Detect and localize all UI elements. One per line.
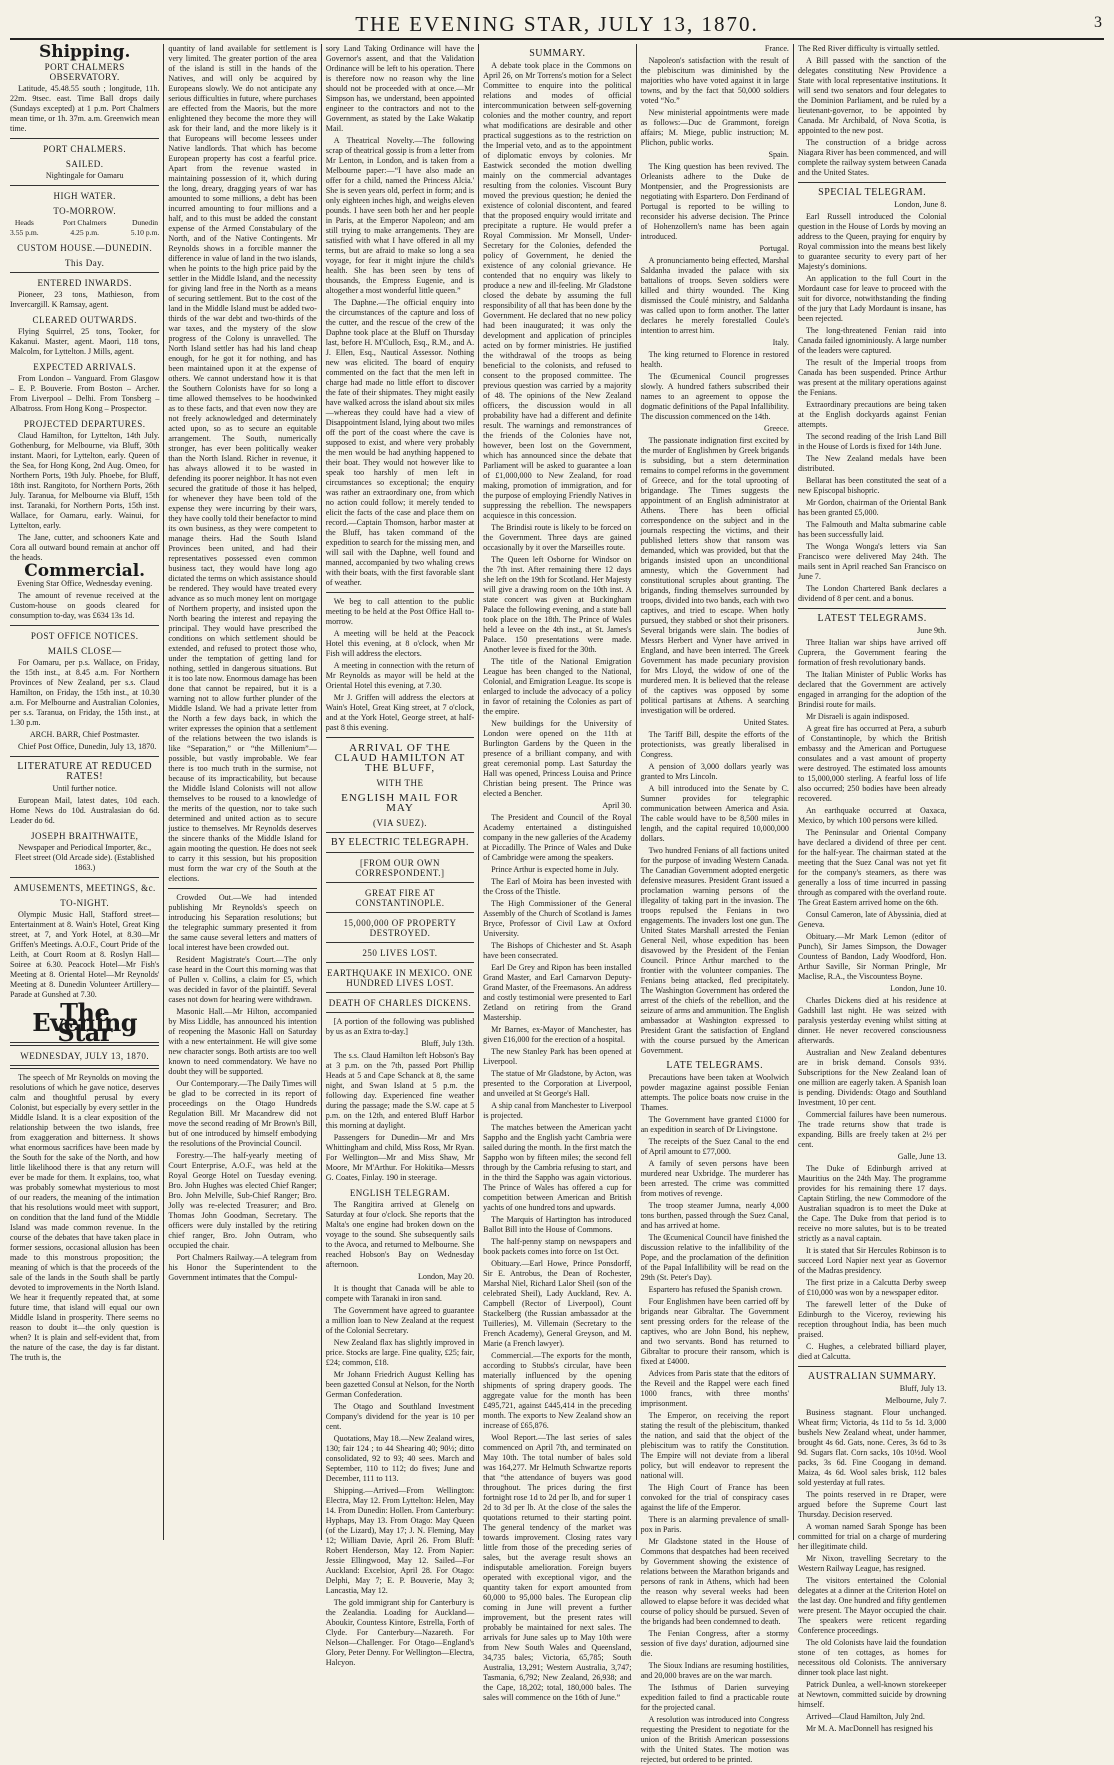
summary-wool: Wool Report.—The last series of sales commenced on April 7th, and terminated on May 10th. The total number of bales sold was 164,277. Mr Helmuth Schwartze reports that “the attendance of buyers was good throughout. The prices during the first fortnight rose 1d to 2d per lb, and for super 1 2d to 3d per lb. At the close of the sales the quotations returned to their starting point. The general tendency of the market was towards improvement. Closing rates vary little from those of the preceding series of sales, but the average result shows an indisputable amelioration. Foreign buyers operated with exceptional vigor, and the quantity taken for export amounted from 60,000 to 95,000 bales. The European clip coming in June will prevent a further improvement, but the present rates will probably be maintained for next sales. The arrivals for June sales up to May 10th were from New South Wales and Queensland, 34,735 bales; Victoria, 65,785; South Australia, 13,291; Western Australia, 3,747; Tasmania, 6,792; New Zealand, 26,938; and the Cape, 18,202; total, 180,000 bales. The sales will commence on the 16th of June.” [483,1433,632,1702]
columns [6,42,1108,1764]
headline-dickens: DEATH OF CHARLES DICKENS. [328,998,472,1008]
observatory-heading: PORT CHALMERS OBSERVATORY. [44,62,125,82]
late-gladstone: Mr Gladstone stated in the House of Commons that despatches had been received by Government showing the existence of relations between the Marathon brigands and persons of rank in Athens, which had been the reason why several weeks had been allowed to elapse before it was decided what course of policy should be pursued. Seven of the brigands had been condemned to death. [640,1537,789,1626]
latest-earthquake: An earthquake occurred at Oaxaca, Mexico, by which 100 persons were killed. [797,806,947,825]
us-cable: A bill introduced into the Senate by C. Sumner provides for telegraphic communication between America and Asia. The cable would have to be 8,500 miles in length, and the capital required 10,000,000 dollars. [640,784,789,843]
special-land-bill: The second reading of the Irish Land Bill in the House of Lords is fixed for 14th June. [797,432,947,451]
news-magistrate-court: Resident Magistrate's Court.—The only case heard in the Court this morning was that of Pullen v. Collins, a claim for £5, which was decided in favor of the plaintiff. Several cases not down for hearing were withdrawn. [168,955,317,1004]
post-office-heading: POST OFFICE NOTICES. [30,631,139,641]
aus-draper: The points reserved in re Draper, were argued before the Supreme Court last Thursday. Decision reserved. [797,1490,947,1519]
by-telegraph-heading: BY ELECTRIC TELEGRAPH. [331,837,469,848]
us-label: United States. [743,718,789,727]
summary-hospital: Mr Barnes, ex-Mayor of Manchester, has given £16,000 for the erection of a hospital. [483,1025,632,1044]
latest-failures: Commercial failures have been numerous. The trade returns show that trade is expanding. Bills are freely taken at 2½ per cent. [797,1110,947,1149]
projected-heading: PROJECTED DEPARTURES. [23,419,146,429]
special-bishopric: Bellarat has been constituted the seat of a new Episcopal bishopric. [797,476,947,495]
dateline-april30: April 30. [602,801,632,810]
entered-text: Pioneer, 23 tons, Mathieson, from Invercargill. K Ramsay, agent. [10,290,160,309]
own-correspondent-label: [FROM OUR OWN CORRESPONDENT.] [355,858,445,878]
english-telegram-heading: ENGLISH TELEGRAM. [349,1188,451,1198]
latest-derby: The first prize in a Calcutta Derby sweep of £10,000 was won by a newspaper editor. [797,1278,947,1297]
tide-port-value: 4.25 p.m. [70,228,100,237]
italy-council: The Œcumenical Council progresses slowly. A hundred fathers subscribed their names to an agreement to oppose the dogmatic definitions of the Papal Infallibility. The discussion commenced on the 14th. [640,372,789,421]
this-day-label: This Day. [64,258,105,268]
english-mail-heading: ENGLISH MAIL FOR MAY [341,792,459,814]
news-dividend: The Otago and Southland Investment Company's dividend for the year is 10 per cent. [325,1402,475,1431]
tomorrow-label: TO-MORROW. [53,206,117,216]
summary-heading: SUMMARY. [529,48,586,59]
news-loan: The Government have agreed to guarantee a million loan to New Zealand at the request of the Colonial Secretary. [325,1306,475,1335]
masthead-title: THE EVENING STAR, JULY 13, 1870. [355,12,759,36]
commercial-text: The amount of revenue received at the Custom-house on goods cleared for consumption to-day, was £634 13s 1d. [10,591,160,620]
special-gordon: Mr Gordon, chairman of the Oriental Bank has been granted £5,000. [797,498,947,517]
summary-freemasons: Earl De Grey and Ripon has been installed Grand Master, and Earl Carnarvon Deputy-Grand Master, of the Freemasons. An address and costly testimonial were presented to Earl Zetland on retiring from the Grand Mastership. [483,963,632,1022]
news-railway: Port Chalmers Railway.—A telegram from his Honor the Superintendent to the Government intimates that the Compul- [168,1253,317,1282]
news-niagara: The construction of a bridge across Niagara River has been commenced, and will complete the railway system between Canada and the United States. [797,138,947,177]
portugal-label: Portugal. [759,244,789,253]
latest-farewell: The farewell letter of the Duke of Edinburgh to the Viceroy, reviewing his reception throughout India, has been much praised. [797,1300,947,1339]
late-emperor: The Emperor, on receiving the report stating the result of the plebiscitum, thanked the nation, and said that the object of the plebiscitum was to ratify the Constitution. The Empire will not deviate from a liberal policy, but will endeavor to represent the national will. [640,1411,789,1480]
tide-heads-value: 3.55 p.m. [10,228,39,237]
with-the-label: WITH THE [376,778,424,788]
late-uxbridge: A family of seven persons have been murdered near Uxbridge. The murderer has been arrested. The crime was committed from motives of revenge. [640,1159,789,1198]
dateline-london-june10: London, June 10. [890,984,947,993]
summary-statue: The statue of Mr Gladstone, by Acton, was presented to the Corporation at Liverpool, and unveiled at St George's Hall. [483,1069,632,1098]
port-heading: PORT CHALMERS. [43,144,127,154]
headline-property: 15,000,000 OF PROPERTY DESTROYED. [343,918,457,938]
evening-star-nameplate: The Evening Star [32,998,138,1047]
news-immigrant: The gold immigrant ship for Canterbury is the Zealandia. Loading for Auckland—Aboukir, Countess Kintore, Estrella, Forth of Clyde. For Canterbury—Nazareth. For Nelson—Challenger. For Otago—England's Glory, Peter Denny. For Wellington—Electra, Halcyon. [325,1598,475,1667]
post-office-date: Chief Post Office, Dunedin, July 13, 1870. [18,742,157,751]
column-2 [163,44,320,1540]
notice-griffen: Mr J. Griffen will address the electors at Wain's Hotel, Great King street, at 7 o'clock, and at the York Hotel, George street, at half-past 8 this evening. [325,693,475,732]
latest-dickens: Charles Dickens died at his residence at Gadshill last night. He was seized with paralysis yesterday evening whilst sitting at dinner. He never recovered consciousness afterwards. [797,996,947,1045]
literature-address: Newspaper and Periodical Importer, &c., Fleet street (Old Arcade side). (Established 1863.) [15,843,155,872]
france-label: France. [764,44,789,53]
portugal-text: A pronunciamento being effected, Marshal Saldanha invaded the palace with six battalions of troops. Seven soldiers were killed and thirty wounded. The King dismissed the Coulé ministry, and Saldanha was called upon to form another. The latter declares he merely forestalled Coule's intention to arrest him. [640,256,789,335]
column-3 [321,44,478,1667]
latest-debentures: Australian and New Zealand debentures are in brisk demand. Consols 93½. Subscriptions for the New Zealand loan of one million are eagerly taken. A Spanish loan is pending. Dividends: Otago and Southland Investment, 10 per cent. [797,1048,947,1107]
special-mordaunt: An application to the full Court in the Mordaunt case for leave to proceed with the suit for divorce, notwithstanding the finding of the jury that Lady Mordaunt is insane, has been rejected. [797,274,947,323]
special-telegram-heading: SPECIAL TELEGRAM. [818,187,927,198]
summary-commissioner: The High Commissioner of the General Assembly of the Church of Scotland is James Bryce, Professor of Civil Law at Oxford University. [483,899,632,938]
news-rangitira: The Rangitira arrived at Glenelg on Saturday at four o'clock. She reports that the Malta's one engine had broken down on the voyage to the sound. She subsequently sails to the Avoca, and returned to Melbourne. She reached Hobson's Bay on Wednesday afternoon. [325,1200,475,1269]
special-bank: The London Chartered Bank declares a dividend of 8 per cent. and a bonus. [797,584,947,603]
late-livingstone: The Government have granted £1000 for an expedition in search of Dr Livingstone. [640,1115,789,1134]
greece-text: The passionate indignation first excited by the murder of Englishmen by Greek brigands is subsiding, but a stern determination remains to compel reforms in the government of Greece, and for the total uprooting of brigandage. The Times suggests the appointment of an English administrator at Athens. There has been official correspondence on the subject and in the journals respecting the victims, and their published letters show that ransom was demanded, which was provided, but that the brigands insisted upon an unconditional amnesty, which the Government had constitutional scruples about granting. The brigands, finding themselves surrounded by troops, divided into two bands, each with two captives, and tried to escape. When hotly pursued, they stabbed or shot their prisoners. Several brigands were slain. The bodies of Messrs Herbert and Vyner have arrived in England, and have been interred. The Greek Government has made pecuniary provision for Mrs Lloyd, the widow of one of the murdered men. It is believed that the release of the captives was opposed by some political partisans at Athens. A searching investigation will be ordered. [640,436,789,715]
dateline-bluff: Bluff, July 13th. [421,1039,475,1048]
leading-article-continued: quantity of land available for settlement is very limited. The greater portion of the area of the island is still in the hands of the Natives, and will only be acquired by Europeans slowly. We do not anticipate any serious difficulties in future, where purchases are effected from the Maoris, but the more enlightened they become the more they will ask for their land, and the more likely is it that Europeans will become lessees under Native landlords. That which has become European property has cost a fearful price. Apart from the revenue wasted in maintaining possession of it, which during the long, dreary, dragging years of war has amounted to some millions, a debt has been incurred amounting to four millions and a half, and to this must be added the constant expense of the Armed Constabulary of the North, and of the Native Contingents. Mr Reynolds shows in a forcible manner the difference in value of land in the two islands, when he points to the high price paid by the settler in the Middle Island, and the necessity for giving land free in the North as a means of securing settlement. But to the cost of the land in the Middle Island must be added two-thirds of the war debt and two-thirds of the war taxes, and the mystery of the slow progress of the Colony is unravelled. The North Island settler has had his land cheap enough, for he got it for nothing, and has been maintained upon it at the expense of others. We cannot understand how it is that the Southern Colonists have for so long a time allowed themselves to be hoodwinked as to these facts, and that even now they are not freely acknowledged and determinately acted upon, so as to secure an equitable arrangement. The South, numerically stronger, has ever been politically weaker than the North Island. Richer in revenue, it has always allowed it to be wasted in defending its poorer neighbor. It has not even secured the gratitude of those it has helped, for whenever they have been told of the expense they were incurring by their wars, they have coolly told their benefactor to mind its own business, as they were competent to manage theirs. Had the South Island Provinces been united, and had their representatives possessed even common business tact, they would have long ago dictated the terms on which assistance should be rendered. They would have treated every advance as so much money lent on mortgage of Northern property, and insisted upon the North bearing the interest and repaying the principal. They would have prescribed the conditions on which settlement should be extended, and refused to protect those who, under the temptation of getting land for nothing, settled in dangerous situations. But it is too late now. Enormous damage has been done that cannot be repaired, but it is a warning not to allow further plunder of the Middle Island. We had a private letter from the North a few days back, in which the writer expresses the opinion that a settlement of the relations between the two islands is like “Separation,” or “the Millenium”—possible, but vastly improbable. We fear there is too much truth in the surmise, not because of its impracticability, but because the Middle Island Colonists will not allow themselves to be roused to a knowledge of the merits of the question, nor to take such determined and united action as to secure justice to themselves. Mr Reynolds deserves the sincere thanks of the Middle Island for again mooting the question. He does not seek to carry it this session, but his proposition must form the war cry of the South at the elections. [168,44,317,883]
column-4 [478,44,635,1702]
news-crowded-out: Crowded Out.—We had intended publishing Mr Reynolds's speech on introducing his Separation resolutions; but the telegraphic summary presented it from the same cause several letters and matters of local interest have been crowded out. [168,893,317,952]
dateline-london-june8: London, June 8. [894,200,947,209]
latest-robinson: It is stated that Sir Hercules Robinson is to succeed Lord Napier next year as Governor of the Madras presidency. [797,1246,947,1275]
literature-heading: LITERATURE AT REDUCED RATES! [17,761,153,782]
expected-heading: EXPECTED ARRIVALS. [33,362,137,372]
summary-commercial: Commercial.—The exports for the month, according to Stubbs's circular, have been materially influenced by the opening shipments of spring drapery goods. The aggregate value for the month has been £495,721, against £445,414 in the preceding month. The exports to New Zealand show an increase of £65,876. [483,1351,632,1430]
tide-port-label: Port Chalmers [62,218,107,227]
news-canada: It is thought that Canada will be able to compete with Taranaki in iron sand. [325,1284,475,1303]
late-woolwich: Precautions have been taken at Woolwich powder magazine against possible Fenian attempts. The police boats now cruise in the Thames. [640,1073,789,1112]
us-tariff: The Tariff Bill, despite the efforts of the protectionists, was greatly liberalised in Congress. [640,730,789,759]
news-flax: New Zealand flax has slightly improved in price. Stocks are large. Fine quality, £25; fair, £24; common, £18. [325,1338,475,1367]
shipping-heading: Shipping. [38,42,131,62]
spain-label: Spain. [768,150,789,159]
amusements-text: Olympic Music Hall, Stafford street—Entertainment at 8. Wain's Hotel, Great King street, at 7, and York Hotel, at 8.30—Mr Griffen's Meetings. A.O.F., Court Pride of the Leith, at Court Room at 8. Roslyn Hall—Soiree at 6.30. Peacock Hotel—Mr Fish's Meeting at 8. Oriental Hotel—Mr Reynolds' Meeting at 8. Dunedin Volunteer Artillery—Parade at Gunshed at 7.30. [10,910,160,999]
late-jumna: The troop steamer Jumna, nearly 4,000 tons burthen, passed through the Suez Canal, and has arrived at home. [640,1201,789,1230]
late-smallpox: There is an alarming prevalence of small-pox in Paris. [640,1515,789,1534]
special-dockyards: Extraordinary precautions are being taken at the English dockyards against Fenian attempts. [797,400,947,429]
late-fenian-congress: The Fenian Congress, after a stormy session of five days' duration, adjourned sine die. [640,1629,789,1658]
dateline-melbourne: Melbourne, July 7. [885,1396,947,1405]
column-1 [6,44,163,1540]
france-plebiscite: Napoleon's satisfaction with the result of the plebiscitum was diminished by the majorities who have voted against it in large towns, and by the fact that 50,000 soldiers voted “No.” [640,56,789,105]
aus-dunlea: Patrick Dunlea, a well-known storekeeper at Newtown, committed suicide by drowning himself. [797,1680,947,1709]
late-suez: The receipts of the Suez Canal to the end of April amount to £77,000. [640,1137,789,1156]
dateline-galle: Galle, June 13. [897,1152,947,1161]
aus-macdonnell: Mr M. A. MacDonnell has resigned his [805,1724,933,1733]
commercial-heading: Commercial. [24,561,146,581]
tide-dunedin-label: Dunedin [131,218,159,227]
news-shipping: Shipping.—Arrived—From Wellington: Electra, May 12. From Lyttelton: Helen, May 14. From Dunedin: Hollen. From Canterbury: Hyphaps, May 13. From Otago: May Queen (of the Lizard), May 17; J. N. Fleming, May 12; William Davie, April 26. From Bluff: Robert Henderson, May 12. From Napier: Jessie Ellingwood, May 12. Sailed—For Auckland: Excelsior, April 28. For Otago: Delphi, May 7; E. P. Bouverie, May 3; Lancastia, May 12. [325,1486,475,1595]
news-railway-continued: sory Land Taking Ordinance will have the Governor's assent, and that the Validation Ordinance will be left to his operation. There is therefore now no reason why the line should not be proceeded with at once.—Mr Simpson has, we understand, been appointed engineer to the contractors and not to the Government, as stated by the Lake Wakatip Mail. [325,44,475,133]
post-office-text: For Oamaru, per p.s. Wallace, on Friday, the 15th inst., at 8.45 a.m. For Northern Provinces of New Zealand, per s.s. Claud Hamilton, on Friday, the 15th inst., at 10.30 a.m. For Melbourne and Australian Colonies, per s.s. Taranua, on Friday, the 15th inst., at 1.30 p.m. [10,658,160,727]
news-red-river: The Red River difficulty is virtually settled. [797,44,940,53]
post-office-signature: ARCH. BARR, Chief Postmaster. [29,730,140,739]
news-forestry: Forestry.—The half-yearly meeting of Court Enterprise, A.O.F., was held at the Royal George Hotel on Tuesday evening. Bro. John Hughes was elected Chief Ranger; Bro. John Melville, Sub-Chief Ranger; Bro. Jolly was re-elected Treasurer; and Bro. Thomas John Goodman, Secretary. The officers were duly installed by the retiring chief ranger, Bro. John Outram, who occupied the chair. [168,1151,317,1250]
late-paris: Advices from Paris state that the editors of the Reveil and the Rappel were each fined 1000 francs, with three months' imprisonment. [640,1369,789,1408]
late-union: A resolution was introduced into Congress requesting the President to negotiate for the union of the British American possessions with the United States. The motion was rejected, but ordered to be printed. [640,1715,789,1764]
arrival-heading: ARRIVAL OF THE CLAUD HAMILTON AT THE BLUFF, [334,742,466,774]
tide-dunedin-value: 5.10 p.m. [130,228,160,237]
latest-pera-fire: A great fire has occurred at Pera, a suburb of Constantinople, by which the British embassy and the American and Portuguese consulates and a vast amount of property were destroyed. The estimated loss amounts to 15,000,000 sterling. A fearful loss of life also occurred; 250 bodies have been already recovered. [797,724,947,803]
late-telegrams-heading: LATE TELEGRAMS. [666,1060,764,1071]
expected-text: From London – Vanguard. From Glasgow – E. P. Bouverie. From Boston – Archer. From Liverpool – Delhi. From Tonsberg – Albatross. From Hong Kong – Prospector. [10,374,160,413]
leading-article: The speech of Mr Reynolds on moving the resolutions of which he gave notice, deserves calm and thoughtful perusal by every Colonist, but especially by every settler in the Middle Island. It is a clear exposition of the relationship between the two islands, free from exaggeration and bitterness. It shows what enormous sacrifices have been made by the South for the sake of the North, and how little likelihood there is that any return will ever be made for them. It explains, too, what was probably somewhat mysterious to most of our readers, the meaning of the intimation that his resolutions would meet with support, on condition that the land fund of the Middle Island was made common revenue. In the course of the debates that have taken place in former sessions, occasional allusion has been made to this monstrous proposition; the meaning of which is that the proceeds of the sale of the lands in the South shall be partly devoted to improvements in the North Island. We hear it frequently repeated that, at some future time, that island will equal our own Middle Island in prosperity. There seems no reason to doubt it—the only question is when? It is plain and self-evident that, from the nature of the case, the day is far distant. The truth is, the [10,1073,160,1362]
news-theatrical: A Theatrical Novelty.—The following scrap of theatrical gossip is from a letter from Mr Lenton, in London, and is taken from a Melbourne paper:—“I have also made an offer for a child, named the Princess Alcia.' She is seven years old, perfect in form; and is only eighteen inches high, and weighs eleven pounds. I have seen both her and her people in Paris, at the Emperor Napoleon; and am still trying to make arrangements. They are satisfied with what I have offered in all my terms, but are afraid to make so long a sea voyage, for fear it might injure the child's health. She has been seen by tens of thousands, the Empress Eugenie, and is altogether a most wonderful little queen.” [325,136,475,295]
cleared-heading: CLEARED OUTWARDS. [32,315,137,325]
notice-peacock: A meeting will be held at the Peacock Hotel this evening, at 8 o'clock, when Mr Fish will address the electors. [325,629,475,658]
summary-canal: A ship canal from Manchester to Liverpool is projected. [483,1101,632,1120]
latest-cameron: Consul Cameron, late of Abyssinia, died at Geneva. [797,910,947,929]
tide-heads-label: Heads [14,218,34,227]
us-pension: A pension of 3,000 dollars yearly was granted to Mrs Lincoln. [640,762,789,781]
summary-academy: The President and Council of the Royal Academy entertained a distinguished company in the new galleries of the Academy at Piccadilly. The Prince of Wales and Duke of Cambridge were among the speakers. [483,813,632,862]
special-medals: The New Zealand medals have been distributed. [797,454,947,473]
summary-ballot: The Marquis of Hartington has introduced Ballot Bill into the House of Commons. [483,1215,632,1234]
summary-obituary: Obituary.—Earl Howe, Prince Ponsdorff, Sir E. Antrobus, the Dean of Rochester, Marshal Niel, Richard Lalor Sheil (son of the celebrated Sheil), Lady Auckland, Rev. A. Campbell (Rector of Liverpool), Count Stackelberg (the Russian ambassador at the Tuilleries), M. Villemain (Secretary to the French Academy), General Greyson, and M. Marie (a French lawyer). [483,1259,632,1348]
sailed-label: SAILED. [65,159,104,169]
column-5 [636,44,793,1764]
summary-stamp: The half-penny stamp on newspapers and book packets comes into force on 1st Oct. [483,1237,632,1256]
tonight-label: TO-NIGHT. [60,898,110,908]
summary-queen: The Queen left Osborne for Windsor on the 7th inst. After remaining there 12 days she left on the 19th for Scotland. Her Majesty will give a drawing room on the 10th inst. A state concert was given at Buckingham Palace the following evening, and a state ball took place on the 18th. The Prince of Wales held a levee on the 4th inst., at St. James's Palace. 150 presentations were made. Another levee is fixed for the 30th. [483,555,632,654]
news-claud-hamilton: The s.s. Claud Hamilton left Hobson's Bay at 3 p.m. on the 7th, passed Port Phillip Heads at 5 and Cape Schanck at 8, the same night, and Swan Island at 5 p.m. the following day. Experienced fine weather during the passage; made the S.W. cape at 5 p.m. on the 12th, and entered Bluff Harbor this morning at daylight. [325,1051,475,1130]
special-cable: The Falmouth and Malta submarine cable has been successfully laid. [797,520,947,539]
projected-text: Claud Hamilton, for Lyttelton, 14th July. Gothenburg, for Melbourne, via Bluff, 30th instant. Maori, for Lyttelton, early. Queen of the Sea, for Hong Kong, 2nd Aug. Omeo, for Northern Ports, 19th July. Phoebe, for Bluff, 18th inst. Rangitoto, for Northern Ports, 26th July. Taranua, for Melbourne via Bluff, 15th inst. Taranaki, for Northern Ports, 15th inst. Wallace, for Oamaru, early. Wainui, for Lyttelton, early. [10,431,160,530]
news-new-providence: A Bill passed with the sanction of the delegates constituting New Providence a State with local representative institutions. It will send two senators and four delegates to the Dominion Parliament, and be ruled by a lieutenant-governor, to be appointed by Canada. Mr Archibald, of Nova Scotia, is appointed to the new post. [797,56,947,135]
tide-table [10,218,159,238]
summary-university: New buildings for the University of London were opened on the 11th at Burlington Gardens by the Queen in the presence of a brilliant company, and with great ceremonial pomp. Last Saturday the Hall was opened, Princess Louisa and Prince Christian being present. The Prince was elected a Bencher. [483,719,632,798]
france-ministers: New ministerial appointments were made as follows:—Duc de Grammont, foreign affairs; M. Miege, public instruction; M. Plichon, public works. [640,108,789,147]
spain-text: The King question has been revived. The Orleanists adhere to the Duke de Montpensier, and the Progressionists are negotiating with Espartero. Don Ferdinand of Portugal is reported to be willing to reconsider his adverse decision. The Prince of Hohenzollern's name has been again introduced. [640,162,789,241]
via-suez-label: (VIA SUEZ). [372,818,427,828]
special-troops: The result of the Imperial troops from Canada has been suspended. Prince Arthur was present at the military operations against the Fenians. [797,358,947,397]
australian-summary-heading: AUSTRALIAN SUMMARY. [808,1371,937,1382]
sailed-text: Nightingale for Oamaru [45,171,124,180]
headline-lives: 250 LIVES LOST. [362,948,438,958]
editorial-date: WEDNESDAY, JULY 13, 1870. [20,1051,150,1061]
aus-colonists: The old Colonists have laid the foundation stone of ten cottages, as homes for necessitous old Colonists. The anniversary dinner took place last night. [797,1638,947,1677]
summary-league: The title of the National Emigration League has been changed to the National, Colonial, and Emigration League. Its scope is enlarged to include the advocacy of a policy in favor of retaining the Colonies as part of the empire. [483,657,632,716]
aus-delegates: The visitors entertained the Colonial delegates at a dinner at the Criterion Hotel on the last day. One hundred and fifty gentlemen were present. The Mayor occupied the chair. The speakers were reticent regarding Conference proceedings. [797,1576,947,1635]
summary-moira: The Earl of Moira has been invested with the Cross of the Thistle. [483,877,632,896]
entered-heading: ENTERED INWARDS. [37,278,132,288]
late-council: The Œcumenical Council have finished the discussion relative to the infallibility of the Pope, and the proclamation of the definition of the Papal Infallibility will be read on the 29th (St. Peter's Day). [640,1233,789,1282]
dateline-bluff-july13: Bluff, July 13. [899,1384,947,1393]
special-fenian-raid: The long-threatened Fenian raid into Canada failed ignominiously. A large number of the leaders were captured. [797,326,947,355]
notice-oriental: A meeting in connection with the return of Mr Reynolds as mayor will be held at the Oriental Hotel this evening, at 7.30. [325,661,475,690]
mails-close-label: MAILS CLOSE— [47,646,122,656]
column-6 [793,44,950,1733]
amusements-heading: AMUSEMENTS, MEETINGS, &c. [13,883,156,893]
us-fenians: Two hundred Fenians of all factions united for the purpose of invading Western Canada. The Canadian Government adopted energetic defensive measures. President Grant issued a proclamation warning persons of the illegality of taking part in the invasion. The troops repulsed the Fenians in two engagements. The invaders lost one gun. The United States Marshall arrested the Fenian General Neil, whose expedition has been disavowed by the President of the Fenian Council. Prince Arthur marched to the frontier with the volunteer companies. The Fenians being attacked, fled precipitately. The Washington Government has ordered the arrest of the chiefs of the rebellion, and the seizure of arms and ammunition. The English ambassador at Washington expressed to President Grant the satisfaction of England with the course pursued by the American Government. [640,846,789,1055]
late-sioux: The Sioux Indians are resuming hostilities, and 20,000 braves are on the war march. [640,1661,789,1680]
italy-king: The king returned to Florence in restored health. [640,350,789,369]
summary-yachts: The matches between the American yacht Sappho and the English yacht Cambria were sailed during the month. In the first match the Sappho won by fifteen miles; the second fell through by the Cambria refusing to start, and in the third the Sappho was again victorious. The Prince of Wales has offered a cup for competition between American and British yachts of one hundred tons and upwards. [483,1123,632,1212]
italy-label: Italy. [772,338,789,347]
headline-fire: GREAT FIRE AT CONSTANTINOPLE. [355,888,445,908]
special-wonga: The Wonga Wonga's letters via San Francisco were delivered May 24th. The mails sent in April reached San Francisco on June 7. [797,542,947,581]
late-espartero: Espartero has refused the Spanish crown. [648,1285,783,1294]
summary-stanley-park: The new Stanley Park has been opened at Liverpool. [483,1047,632,1066]
latest-disraeli: Mr Disraeli is again indisposed. [805,712,910,721]
aus-arrived: Arrived—Claud Hamilton, July 2nd. [805,1712,925,1721]
late-darien: The Isthmus of Darien surveying expedition failed to find a practicable route for the projected canal. [640,1683,789,1712]
late-brigands: Four Englishmen have been carried off by brigands near Gibraltar. The Government sent pressing orders for the release of the captives, who are John Bond, his nephew, and two servants. Bond has returned to Gibraltar to procure their ransom, which is fixed at £4000. [640,1297,789,1366]
latest-peninsular: The Peninsular and Oriental Company have declared a dividend of three per cent. for the half-year. The chairman stated at the meeting that the Suez Canal was not yet fit for the company's steamers, as there was generally a loss of time incurred in passing through as compared with the overland route. The Great Eastern arrived home on the 6th. [797,828,947,907]
news-quotations: Quotations, May 18.—New Zealand wires, 130; fair 124 ; to 44 Shearing 40; 90½; ditto consolidated, 92 to 93; 40 sees. March and September, 110 to 112; do fives; June and December, 111 to 113. [325,1434,475,1483]
summary-brindisi: The Brindisi route is likely to be forced on the Government. Three days are gained occasionally by it over the Marseilles route. [483,523,632,552]
late-high-court: The High Court of France has been convoked for the trial of conspiracy cases against the life of the Emperor. [640,1483,789,1512]
extra-note: [A portion of the following was published by us as an Extra to-day.] [325,1017,475,1036]
news-masonic-hall: Masonic Hall.—Mr Hilton, accompanied by Miss Liddle, has announced his intention of reopening the Masonic Hall on Saturday with a new entertainment. He will give some new character songs. Both artists are too well known to need commendatory. We have no doubt they will be supported. [168,1007,317,1076]
notice-public-meeting: We beg to call attention to the public meeting to be held at the Post Office Hall to-morrow. [325,597,475,626]
news-passengers: Passengers for Dunedin—Mr and Mrs Whittingham and child, Miss Ross, Mr Ryan. For Wellington—Mr and Miss Shaw, Mr Moore, Mr M'Arthur. For Hokitika—Messrs G. Coates, Finlay. 190 in steerage. [325,1133,475,1182]
dateline-london: London, May 20. [417,1272,475,1281]
observatory-text: Latitude, 45.48.55 south ; longitude, 11h. 22m. 9tsec. east. Time Ball drops daily (Sundays excepted) at 1 p.m. Port Chalmers mean time, or 1h. 37m. a.m. Greenwich mean time. [10,84,160,133]
summary-prince-arthur: Prince Arthur is expected home in July. [491,865,619,874]
dateline-june9: June 9th. [917,626,947,635]
news-consul: Mr Johann Friedrich August Kelling has been gazetted Consul at Nelson, for the North German Confederation. [325,1370,475,1399]
headline-earthquake: EARTHQUAKE IN MEXICO. ONE HUNDRED LIVES LOST. [327,968,473,988]
literature-text: European Mail, latest dates, 10d each. Home News do 10d. Australasian do 6d. Leader do 6d. [10,796,160,825]
latest-edinburgh: The Duke of Edinburgh arrived at Mauritius on the 24th May. The programme provides for his remaining there 17 days. Captain Stirling, the new Commodore of the Australian squadron is to meet the Duke at the Cape. The Duke from that period is to receive no more salutes, but is to be treated strictly as a naval captain. [797,1164,947,1243]
aus-nixon: Mr Nixon, travelling Secretary to the Western Railway League, has resigned. [797,1554,947,1573]
special-russell: Earl Russell introduced the Colonial question in the House of Lords by moving an address to the Queen, praying for enquiry by Royal commission into the means best likely to guarantee security to every part of her Majesty's dominions. [797,212,947,271]
latest-brindisi: The Italian Minister of Public Works has declared that the Government are actively engaged in arranging for the adoption of the Brindisi route for mails. [797,670,947,709]
commercial-office: Evening Star Office, Wednesday evening. [17,579,153,588]
literature-name: JOSEPH BRAITHWAITE, [30,831,139,841]
greece-label: Greece. [764,424,789,433]
news-daphne: The Daphne.—The official enquiry into the circumstances of the capture and loss of the cutter, and the rescue of the crew of the Daphne took place at the Bluff on Thursday last, before H. M'Culloch, Esq., R.M., and A. J. Ellen, Esq., Nautical Assessor. Nothing new was elicited. The board of enquiry commented on the fact that the men left in charge had made no little effort to discover the fate of their shipmates. They might easily have walked across the island about six miles—whereas they could have had a view of Disappointment Island, lying about two miles off the port of the coast where the cave is supposed to exist, and where very probably the men would be had anything happened to their boat. They would not however like to speak too harshly of men left in circumstances so exceptional; the enquiry was rather an extraordinary one, from which no action could follow; it merely tended to elicit the facts of the case and place them on record.—Captain Thomson, harbor master at the Bluff, has taken command of the expedition to search for the missing men, and will sail with the Daphne, well found and manned, accompanied by two whaling crews with their boats, with the first favorable slant of weather. [325,298,475,587]
latest-obituary: Obituary.—Mr Mark Lemon (editor of Punch), Sir James Simpson, the Dowager Countess of Bandon, Lady Woodford, Hon. Arthur Saville, Sir Norman Pringle, Mr Maclise, R.A., the Viscountess Boyne. [797,932,947,981]
summary-bishops: The Bishops of Chichester and St. Asaph have been consecrated. [483,941,632,960]
masthead [10,10,1104,40]
summary-commons: A debate took place in the Commons on April 26, on Mr Torrens's motion for a Select Committee to enquire into the political relations and modes of official intercommunication between self-governing colonies and the mother country, and report what modifications are desirable and other practical suggestions as to the restriction on the Imperial veto, and as to the appointment of diplomatic envoys by colonies. Mr Eastwick seconded the motion dwelling mainly on the commercial advantages resulting from the colonies. Viscount Bury moved the previous question; he denied the existence of colonial discontent, and feared that the proposed enquiry would irritate and precipitate a rupture. He would prefer a Royal Commission. Mr Monsell, Under-Secretary for the Colonies, defended the policy of Government, he denied the existence of any colonial grievance. He contended that no enquiry was likely to produce a new and ill-feeling. Mr Gladstone closed the debate by assuming the full responsibility of all that has been done by the Government. He declared that no new policy had been inaugurated; it was only the development and application of principles acted on by former ministries. He justified the withdrawal of the troops as being beneficial to the colonists, and refused to consent to the proposed committee. The previous question was carried by a majority of 48. The opinions of the New Zealand officers, the discussion would in all probability have had a different and definite result. The warnings and remonstrances of the friends of the Colonies have not, however, been lost on the Government, which has announced since the debate that Parliament will be asked to guarantee a loan of £1,000,000 to New Zealand, for road making, promotion of immigration, and for the purpose of employing Friendly Natives in suppressing the rebellion. The newspapers acquiesce in this concession. [483,61,632,520]
latest-italian-ships: Three Italian war ships have arrived off Cuprera, the Government fearing the formation of fresh revolutionary bands. [797,638,947,667]
jane-text: The Jane, cutter, and schooners Kate and Cora all outward bound remain at anchor off the heads. [10,533,160,562]
page-number: 3 [1094,14,1102,31]
news-contemporary: Our Contemporary.—The Daily Times will be glad to be corrected in its report of proceedings on the Otago Hundreds Regulation Bill. Mr Macandrew did not move the second reading of Mr Brown's Bill, but of one introduced by himself embodying the resolutions of the Provincial Council. [168,1079,317,1148]
latest-telegrams-heading: LATEST TELEGRAMS. [817,613,927,624]
literature-sub: Until further notice. [52,784,117,793]
custom-house-heading: CUSTOM HOUSE.—DUNEDIN. [17,243,153,253]
high-water-heading: HIGH WATER. [53,191,116,201]
aus-business: Business stagnant. Flour unchanged. Wheat firm; Victoria, 4s 11d to 5s 1d. 3,000 bushels New Zealand wheat, under hammer, brought 4s 6d. Gats, none. Ceres, 3s 6d to 3s 9d. Sugars flat. Corn sacks, 10s 10½d. Wool packs, 3s 6d. Fine Coogang in demand. Maiza, 4s 6d. Wool sales brisk, 112 bales sold yesterday at full rates. [797,1408,947,1487]
aus-sponge: A woman named Sarah Sponge has been committed for trial on a charge of murdering her illegitimate child. [797,1522,947,1551]
latest-hughes: C. Hughes, a celebrated billiard player, died at Calcutta. [797,1342,947,1361]
cleared-text: Flying Squirrel, 25 tons, Tooker, for Kakanui. Master, agent. Maori, 118 tons, Malcolm, for Lyttelton. J Mills, agent. [10,327,160,356]
